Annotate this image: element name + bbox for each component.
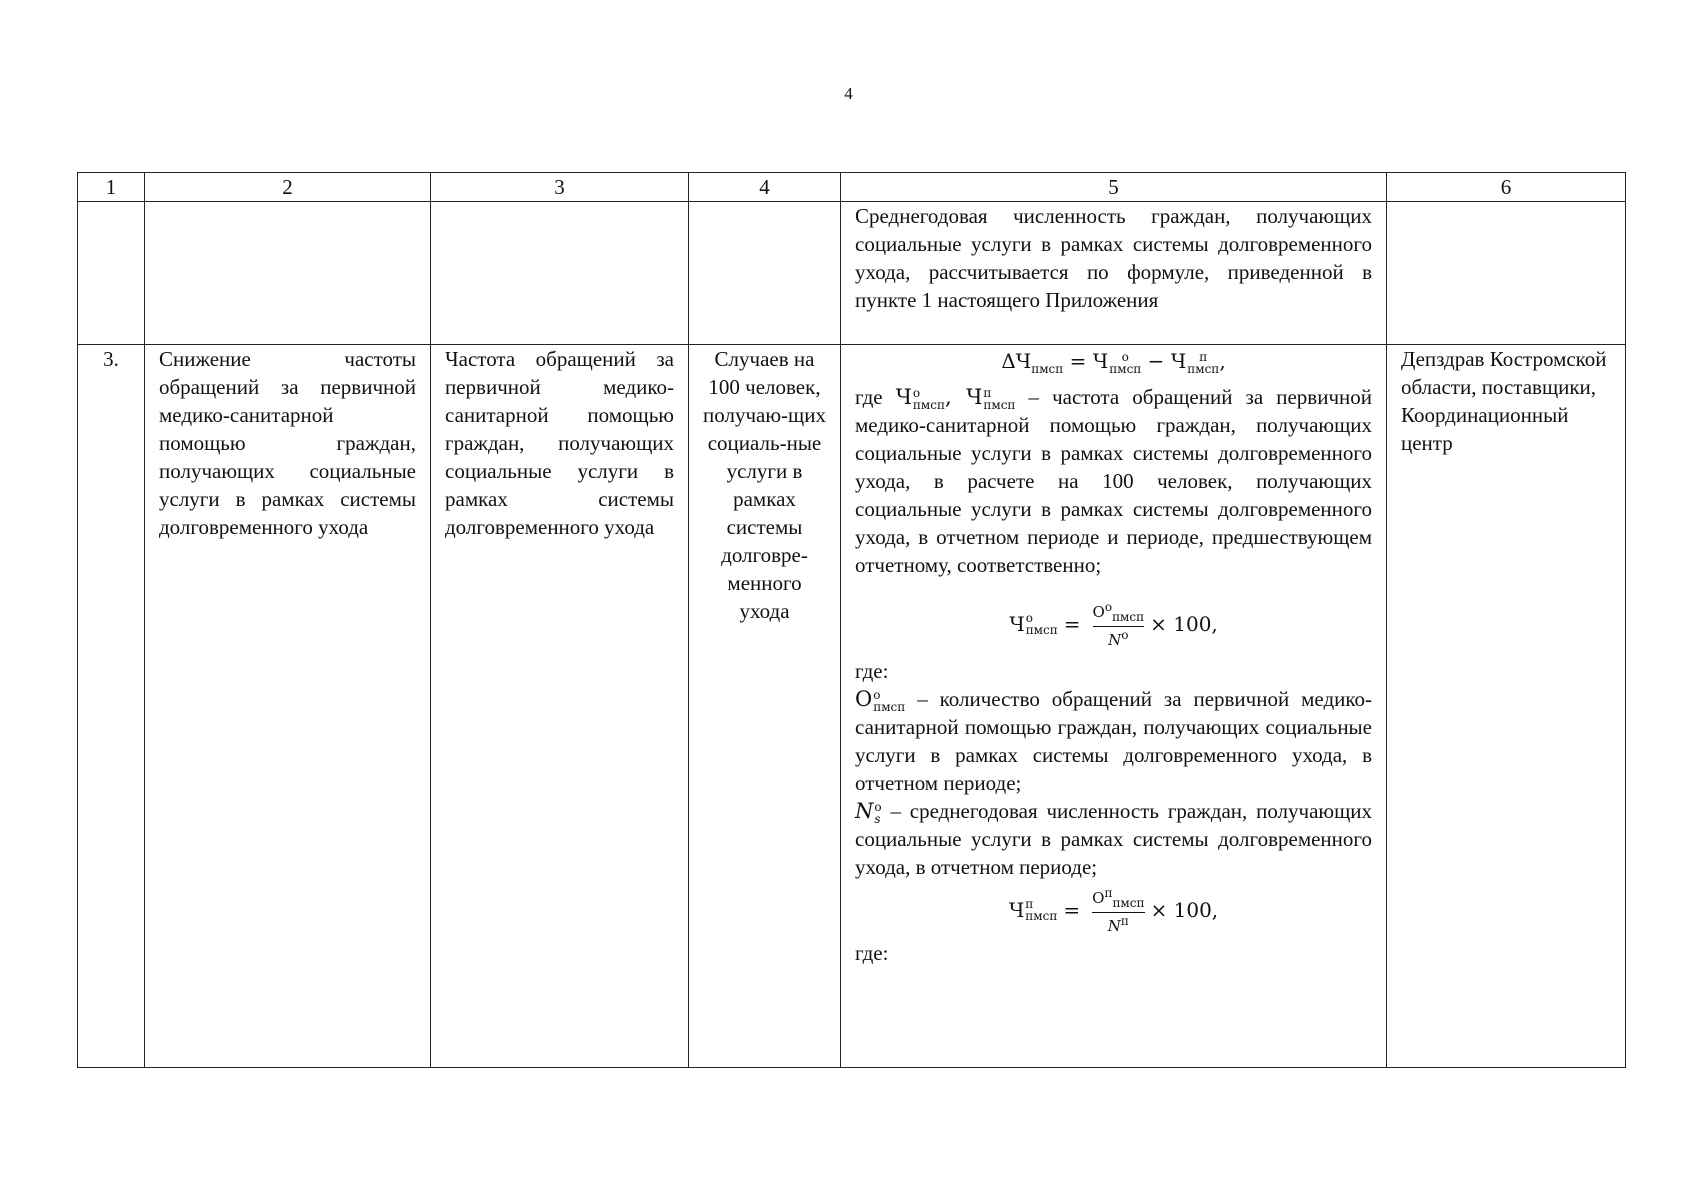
formula-delta: $\Delta Ч_{пмсп} = Ч$ о пмсп − Ч п пмсп , (1001, 349, 1226, 376)
table-row (78, 202, 1626, 345)
indicator-table (77, 172, 1626, 1068)
row-number: 3. (78, 345, 145, 1068)
column-header-3: 3 (431, 173, 689, 202)
indicator-description: Частота обращений за первичной медико-санитарной помощью граждан, получающих социальные услуги в рамках системы долговременного ухода (431, 345, 689, 1068)
cell-empty (689, 202, 841, 345)
cell-method-continued (841, 202, 1387, 345)
cell-calculation-method (841, 345, 1387, 1068)
column-header-5: 5 (841, 173, 1387, 202)
table-row (78, 345, 1626, 1068)
cell-empty (431, 202, 689, 345)
where-label: где: (855, 941, 889, 965)
where-label: где: (855, 659, 889, 683)
cell-empty (145, 202, 431, 345)
formula-frequency-reporting: Ч о пмсп = $\frac{О^о_{пмсп}}{N^о}$ × 100, (1009, 600, 1218, 649)
column-header-2: 2 (145, 173, 431, 202)
column-header-4: 4 (689, 173, 841, 202)
column-header-1: 1 (78, 173, 145, 202)
cell-empty (78, 202, 145, 345)
definition-appeals-count: О о пмсп – количество обращений за первичной медико-санитарной помощью граждан, получающих социальные услуги в рамках системы долговременного ухода, в отчетном периоде; (855, 687, 1373, 795)
unit-of-measure: Случаев на 100 человек, получаю-щих социаль-ные услуги в рамках системы долговре-менного ухода (689, 345, 841, 1068)
header-row (78, 173, 1626, 202)
formula-frequency-previous: Ч п пмсп = $\frac{О^п_{пмсп}}{N^п}$ × 100, (1008, 886, 1219, 935)
cell-empty (1387, 202, 1626, 345)
method-text: Среднегодовая численность граждан, получающих социальные услуги в рамках системы долговременного ухода, рассчитывается по формуле, приведенной в пункте 1 настоящего Приложения (855, 204, 1372, 312)
responsible-executors: Депздрав Костромской области, поставщики, Координационный центр (1387, 345, 1626, 1068)
column-header-6: 6 (1387, 173, 1626, 202)
page-number: 4 (844, 84, 853, 103)
indicator-name: Снижение частоты обращений за первичной медико-санитарной помощью граждан, получающих социальные услуги в рамках системы долговременного ухода (145, 345, 431, 1068)
where-frequency-definition: где Ч о пмсп , Ч п пмсп – частота обращений за первичной медико-санитарной помощью граждан, получающих социальные услуги в рамках системы долговременного ухода, в расчете на 100 человек, получающих социальные услуги в рамках системы долговременного ухода, в отчетном периоде и периоде, предшествующем отчетному, соответственно; (855, 385, 1372, 577)
definition-average-population: N о s – среднегодовая численность граждан, получающих социальные услуги в рамках системы долговременного ухода, в отчетном периоде; (855, 799, 1372, 879)
